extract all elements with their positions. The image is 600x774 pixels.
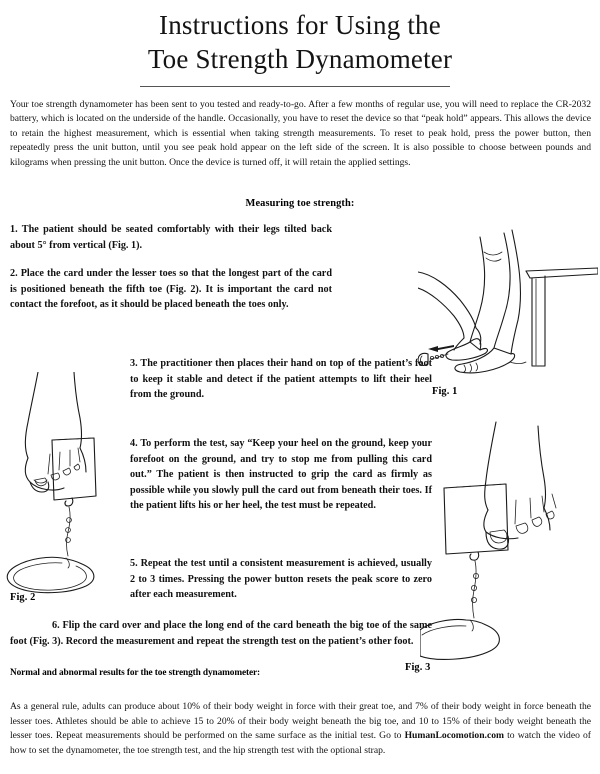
outro-text-before-link: As a general rule, adults can produce about 10% of their body weight in force with their great toe, and 7% of their body weight in force beneath the lesser toes. Athletes should be able to achieve 15 to 20% of their body weight beneath the big toe, and 10 to 15% of their body weight beneath the lesser toes. Repeat measurements should be performed on the same surface as the initial test. Go to — [10, 701, 591, 742]
figure-2-label: Fig. 2 — [10, 592, 36, 603]
figure-2-illustration — [2, 372, 124, 604]
step-3: 3. The practitioner then places their hand on top of the patient’s foot to keep it stable and detect if the patient attempts to lift their heel from the ground. — [130, 358, 432, 401]
results-heading: Normal and abnormal results for the toe strength dynamometer: — [10, 668, 261, 678]
step-1: 1. The patient should be seated comfortably with their legs tilted back about 5° from vertical (Fig. 1). — [10, 224, 332, 251]
figure-1-illustration — [418, 224, 598, 382]
page-title — [0, 8, 600, 76]
step-6: 6. Flip the card over and place the long end of the card beneath the big toe of the same foot (Fig. 3). Record the measurement and repeat the strength test on the patient’s other foot. — [10, 620, 432, 647]
title-line-1: Instructions for Using the — [159, 10, 441, 40]
title-line-2: Toe Strength Dynamometer — [147, 44, 453, 74]
step-5: 5. Repeat the test until a consistent measurement is achieved, usually 2 to 3 times. Pressing the power button resets the peak score to zero after each measurement. — [130, 558, 432, 601]
outro-text-after-link: to watch the video of how to set the dynamometer, the toe strength test, and the hip strength test with the optional strap. — [10, 730, 591, 756]
section-heading-measuring: Measuring toe strength: — [245, 198, 355, 209]
figure-1-label: Fig. 1 — [432, 386, 458, 397]
intro-paragraph: Your toe strength dynamometer has been sent to you tested and ready-to-go. After a few months of regular use, you will need to replace the CR-2032 battery, which is located on the underside of the handle. Occasionally, you have to reset the device so that “peak hold” appears. This allows the device to retain the highest measurement, which is essential when taking strength measurements. To reset to peak hold, press the power button, then repeatedly press the unit button, until you see peak hold appear on the left side of the screen. It is also possible to choose between pounds and kilograms when pressing the unit button. Once the device is turned off, it will retain the applied settings. — [10, 99, 591, 168]
title-divider — [140, 86, 450, 87]
step-4: 4. To perform the test, say “Keep your heel on the ground, keep your forefoot on the ground, and try to stop me from pulling this card out.” The patient is then instructed to grip the card as firmly as possible while you slowly pull the card out from beneath their toes. If the patient lifts his or her heel, the test must be repeated. — [130, 438, 432, 512]
figure-3-illustration — [420, 408, 598, 664]
outro-paragraph — [10, 700, 591, 758]
figure-3-label: Fig. 3 — [405, 662, 431, 673]
step-2: 2. Place the card under the lesser toes so that the longest part of the card is positioned beneath the fifth toe (Fig. 2). It is important the card not contact the forefoot, as it should be placed beneath the toes only. — [10, 268, 332, 311]
humanlocomotion-link[interactable]: HumanLocomotion.com — [404, 730, 504, 742]
